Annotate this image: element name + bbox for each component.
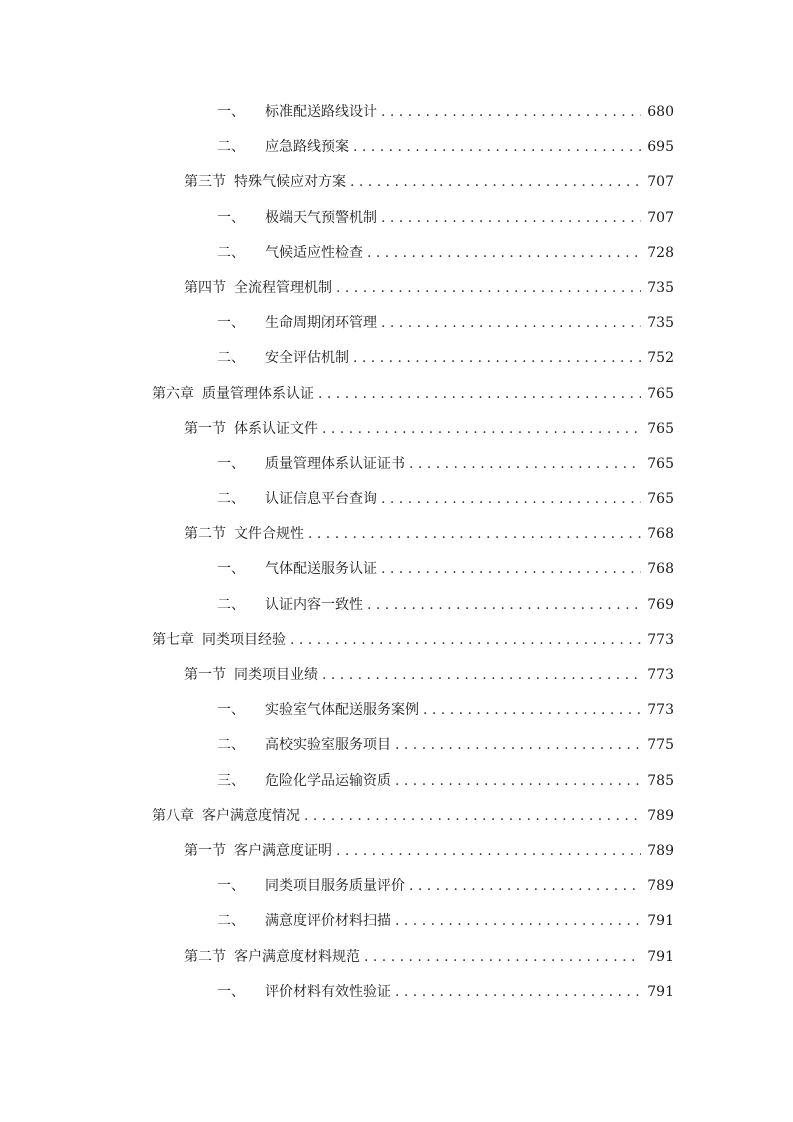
- toc-entry-title: 体系认证文件: [234, 420, 318, 437]
- toc-entry-title: 气候适应性检查: [265, 244, 363, 261]
- toc-entry-title: 气体配送服务认证: [265, 561, 377, 578]
- toc-entry-title: 认证信息平台查询: [265, 491, 377, 508]
- toc-entry[interactable]: [0, 377, 793, 412]
- toc-entry-number: 第一节: [184, 667, 226, 683]
- dot-leader: [381, 552, 641, 587]
- toc-entry-number: 二、: [217, 737, 245, 754]
- toc-entry-label: [184, 517, 304, 552]
- dot-leader: [364, 940, 641, 975]
- toc-entry[interactable]: [0, 236, 793, 271]
- toc-entry-label: [152, 377, 314, 412]
- toc-entry-label: [184, 271, 332, 306]
- toc-entry-title: 文件合规性: [234, 526, 304, 543]
- toc-entry-number: 二、: [217, 491, 245, 508]
- toc-entry-number: 第六章: [152, 385, 194, 402]
- toc-entry-number: 三、: [217, 772, 245, 789]
- dot-leader: [395, 728, 641, 763]
- toc-entry-title: 同类项目业绩: [234, 667, 318, 683]
- toc-entry-label: [217, 306, 377, 341]
- toc-entry-number: 一、: [217, 983, 245, 1000]
- dot-leader: [353, 130, 641, 165]
- toc-entry-label: [217, 693, 419, 728]
- toc-entry-label: [152, 623, 286, 658]
- dot-leader: [367, 588, 641, 623]
- toc-entry-title: 应急路线预案: [265, 139, 349, 156]
- toc-entry[interactable]: [0, 869, 793, 904]
- toc-entry-page-number: 752: [647, 350, 674, 367]
- dot-leader: [395, 764, 641, 799]
- toc-entry-label: [184, 940, 360, 975]
- toc-entry-number: 第四节: [184, 279, 226, 296]
- toc-entry-page-number: 735: [647, 279, 674, 296]
- toc-entry-label: [152, 799, 300, 834]
- dot-leader: [322, 658, 641, 693]
- toc-entry-number: 第一节: [184, 420, 226, 437]
- toc-entry-title: 客户满意度证明: [234, 842, 332, 859]
- dot-leader: [290, 623, 641, 658]
- toc-entry[interactable]: [0, 623, 793, 658]
- toc-entry-title: 安全评估机制: [265, 350, 349, 367]
- dot-leader: [381, 201, 641, 236]
- toc-entry-label: [184, 658, 318, 693]
- toc-entry-title: 危险化学品运输资质: [265, 772, 391, 789]
- toc-entry-label: [217, 341, 349, 376]
- toc-entry[interactable]: [0, 201, 793, 236]
- toc-entry-number: 第二节: [184, 526, 226, 543]
- toc-entry-page-number: 775: [647, 737, 674, 754]
- table-of-contents: [0, 95, 793, 1010]
- toc-entry[interactable]: [0, 306, 793, 341]
- toc-entry[interactable]: [0, 165, 793, 200]
- toc-entry-page-number: 791: [647, 948, 674, 965]
- toc-entry-page-number: 791: [647, 983, 674, 1000]
- toc-entry-title: 客户满意度情况: [202, 807, 300, 824]
- toc-entry-label: [217, 130, 349, 165]
- toc-entry-title: 生命周期闭环管理: [265, 315, 377, 332]
- toc-entry-number: 一、: [217, 702, 245, 719]
- toc-entry-title: 同类项目服务质量评价: [265, 878, 405, 895]
- toc-entry[interactable]: [0, 904, 793, 939]
- toc-entry-number: 二、: [217, 350, 245, 367]
- toc-entry[interactable]: [0, 517, 793, 552]
- dot-leader: [304, 799, 641, 834]
- toc-entry-page-number: 773: [647, 631, 674, 648]
- toc-entry[interactable]: [0, 95, 793, 130]
- dot-leader: [367, 236, 641, 271]
- toc-entry-number: 一、: [217, 104, 245, 120]
- toc-entry[interactable]: [0, 834, 793, 869]
- toc-entry-label: [217, 764, 391, 799]
- toc-entry-number: 一、: [217, 878, 245, 895]
- toc-entry-title: 质量管理体系认证: [202, 385, 314, 402]
- toc-entry-title: 标准配送路线设计: [265, 104, 377, 120]
- dot-leader: [353, 341, 641, 376]
- toc-entry-page-number: 768: [647, 526, 674, 543]
- toc-entry-page-number: 765: [647, 455, 674, 472]
- toc-entry[interactable]: [0, 412, 793, 447]
- toc-entry[interactable]: [0, 975, 793, 1010]
- toc-entry-number: 一、: [217, 561, 245, 578]
- toc-entry-page-number: 789: [647, 807, 674, 824]
- toc-entry-title: 同类项目经验: [202, 631, 286, 648]
- toc-entry-page-number: 785: [647, 772, 674, 789]
- toc-entry-page-number: 768: [647, 561, 674, 578]
- toc-entry-label: [184, 412, 318, 447]
- dot-leader: [350, 165, 641, 200]
- dot-leader: [409, 447, 641, 482]
- toc-entry-page-number: 695: [647, 139, 674, 156]
- toc-entry-label: [217, 869, 405, 904]
- toc-entry[interactable]: [0, 940, 793, 975]
- toc-entry[interactable]: [0, 552, 793, 587]
- toc-entry-label: [217, 201, 377, 236]
- dot-leader: [381, 306, 641, 341]
- toc-entry-number: 一、: [217, 455, 245, 472]
- toc-entry-page-number: 728: [647, 244, 674, 261]
- toc-entry-number: 第一节: [184, 842, 226, 859]
- toc-entry[interactable]: [0, 482, 793, 517]
- toc-entry-number: 一、: [217, 315, 245, 332]
- toc-entry[interactable]: [0, 693, 793, 728]
- toc-entry-label: [184, 834, 332, 869]
- toc-entry-page-number: 680: [647, 104, 674, 120]
- toc-entry-number: 第二节: [184, 948, 226, 965]
- dot-leader: [336, 271, 641, 306]
- toc-entry-page-number: 789: [647, 842, 674, 859]
- dot-leader: [336, 834, 641, 869]
- toc-entry-title: 高校实验室服务项目: [265, 737, 391, 754]
- toc-entry[interactable]: [0, 588, 793, 623]
- toc-entry-title: 质量管理体系认证证书: [265, 455, 405, 472]
- toc-entry[interactable]: [0, 658, 793, 693]
- toc-entry[interactable]: [0, 764, 793, 799]
- toc-entry-label: [217, 447, 405, 482]
- toc-entry-title: 满意度评价材料扫描: [265, 913, 391, 930]
- toc-entry-number: 二、: [217, 913, 245, 930]
- dot-leader: [395, 904, 641, 939]
- toc-entry-title: 特殊气候应对方案: [234, 174, 346, 191]
- toc-entry-page-number: 765: [647, 385, 674, 402]
- toc-entry-number: 第七章: [152, 631, 194, 648]
- toc-entry[interactable]: [0, 447, 793, 482]
- toc-entry-title: 实验室气体配送服务案例: [265, 702, 419, 719]
- toc-entry-number: 第八章: [152, 807, 194, 824]
- toc-entry-number: 二、: [217, 244, 245, 261]
- toc-entry-title: 全流程管理机制: [234, 279, 332, 296]
- toc-entry[interactable]: [0, 271, 793, 306]
- toc-entry-page-number: 707: [647, 174, 674, 191]
- dot-leader: [381, 95, 641, 130]
- toc-entry-page-number: 765: [647, 491, 674, 508]
- toc-entry-title: 认证内容一致性: [265, 596, 363, 613]
- toc-entry-page-number: 769: [647, 596, 674, 613]
- toc-entry-page-number: 765: [647, 420, 674, 437]
- toc-entry-page-number: 773: [647, 702, 674, 719]
- toc-entry-page-number: 735: [647, 315, 674, 332]
- toc-entry-label: [217, 904, 391, 939]
- toc-entry-page-number: 791: [647, 913, 674, 930]
- dot-leader: [322, 412, 641, 447]
- toc-entry-title: 极端天气预警机制: [265, 209, 377, 226]
- toc-entry[interactable]: [0, 799, 793, 834]
- dot-leader: [395, 975, 641, 1010]
- toc-entry[interactable]: [0, 341, 793, 376]
- toc-entry-label: [217, 728, 391, 763]
- toc-entry-page-number: 707: [647, 209, 674, 226]
- toc-entry-label: [217, 552, 377, 587]
- toc-entry-label: [217, 95, 377, 130]
- toc-entry-label: [217, 482, 377, 517]
- toc-entry-page-number: 773: [647, 667, 674, 683]
- toc-entry-number: 第三节: [184, 174, 226, 191]
- toc-entry-label: [217, 588, 363, 623]
- toc-entry-number: 一、: [217, 209, 245, 226]
- toc-entry-label: [217, 975, 391, 1010]
- toc-entry[interactable]: [0, 728, 793, 763]
- toc-entry-title: 评价材料有效性验证: [265, 983, 391, 1000]
- toc-entry-page-number: 789: [647, 878, 674, 895]
- toc-entry[interactable]: [0, 130, 793, 165]
- toc-entry-number: 二、: [217, 596, 245, 613]
- dot-leader: [308, 517, 641, 552]
- toc-entry-title: 客户满意度材料规范: [234, 948, 360, 965]
- dot-leader: [381, 482, 641, 517]
- toc-entry-number: 二、: [217, 139, 245, 156]
- dot-leader: [423, 693, 641, 728]
- dot-leader: [318, 377, 641, 412]
- dot-leader: [409, 869, 641, 904]
- toc-entry-label: [217, 236, 363, 271]
- toc-entry-label: [184, 165, 346, 200]
